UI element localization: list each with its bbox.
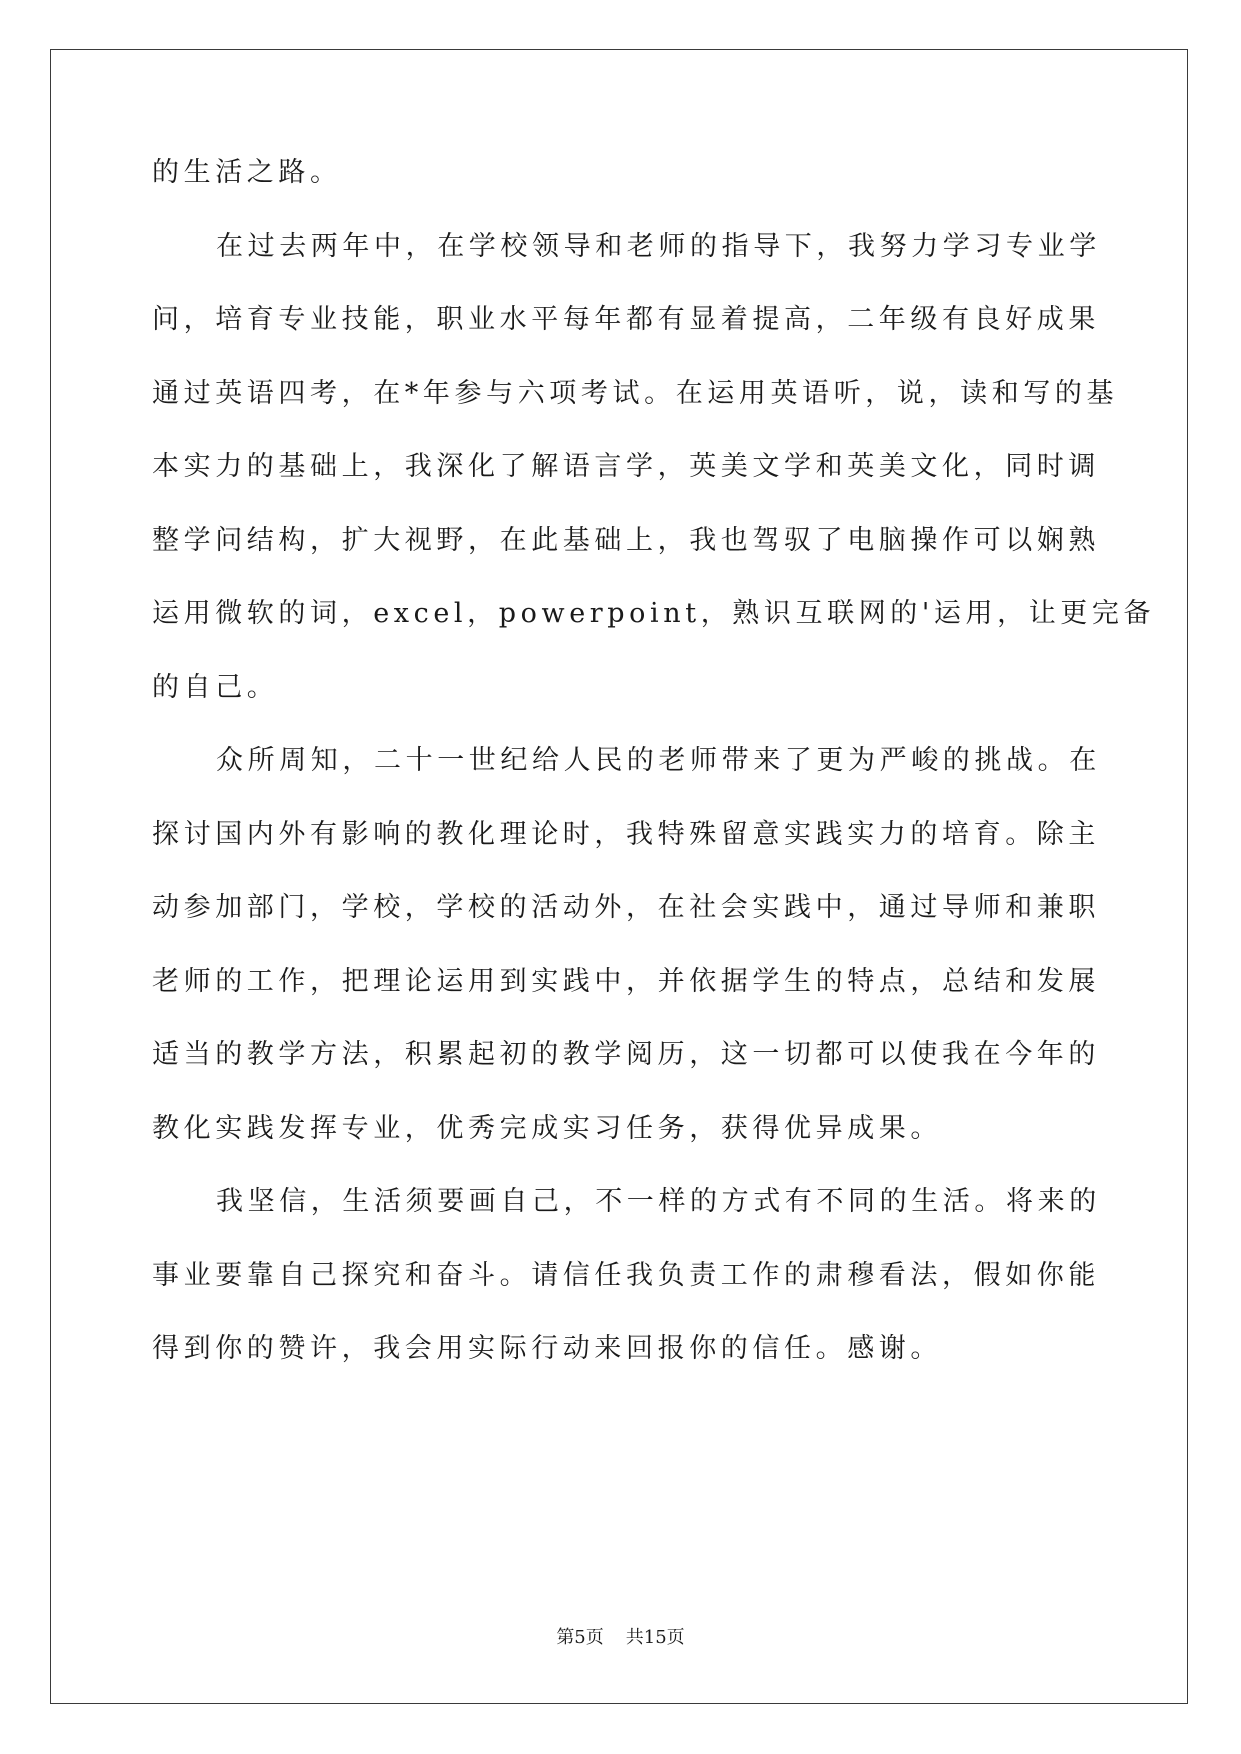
page-footer: [0, 1626, 1241, 1650]
text-line: 运用微软的词，excel，powerpoint，熟识互联网的'运用，让更完备: [152, 598, 1156, 629]
text-line: 的自己。: [152, 672, 279, 703]
paragraph-first-line: 众所周知，二十一世纪给人民的老师带来了更为严峻的挑战。在: [216, 745, 1101, 776]
text-line: 事业要靠自己探究和奋斗。请信任我负责工作的肃穆看法，假如你能: [152, 1260, 1100, 1291]
text-line: 得到你的赞许，我会用实际行动来回报你的信任。感谢。: [152, 1333, 942, 1364]
text-line: 的生活之路。: [152, 157, 342, 188]
text-line: 问，培育专业技能，职业水平每年都有显着提高，二年级有良好成果: [152, 304, 1100, 335]
page-border: [50, 49, 1188, 1704]
page-number: 第5页: [556, 1627, 604, 1648]
text-line: 通过英语四考，在*年参与六项考试。在运用英语听，说，读和写的基: [152, 378, 1119, 409]
page-total: 共15页: [625, 1627, 685, 1648]
text-line: 动参加部门，学校，学校的活动外，在社会实践中，通过导师和兼职: [152, 892, 1100, 923]
text-line: 教化实践发挥专业，优秀完成实习任务，获得优异成果。: [152, 1113, 942, 1144]
paragraph-first-line: 在过去两年中，在学校领导和老师的指导下，我努力学习专业学: [216, 231, 1101, 262]
text-line: 适当的教学方法，积累起初的教学阅历，这一切都可以使我在今年的: [152, 1039, 1100, 1070]
text-line: 本实力的基础上，我深化了解语言学，英美文学和英美文化，同时调: [152, 451, 1100, 482]
text-line: 探讨国内外有影响的教化理论时，我特殊留意实践实力的培育。除主: [152, 819, 1100, 850]
text-line: 整学问结构，扩大视野，在此基础上，我也驾驭了电脑操作可以娴熟: [152, 525, 1100, 556]
paragraph-first-line: 我坚信，生活须要画自己，不一样的方式有不同的生活。将来的: [216, 1186, 1101, 1217]
text-line: 老师的工作，把理论运用到实践中，并依据学生的特点，总结和发展: [152, 966, 1100, 997]
